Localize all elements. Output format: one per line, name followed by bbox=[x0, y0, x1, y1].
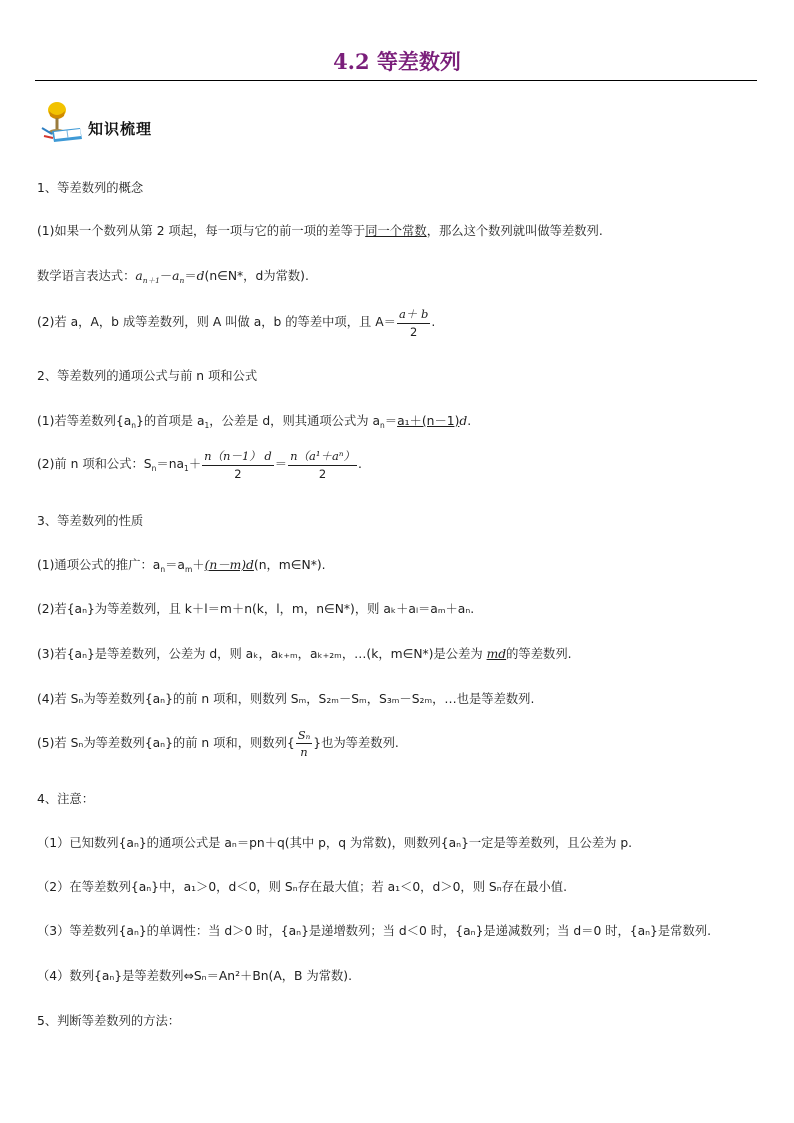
mean-end: . bbox=[431, 315, 436, 329]
p1-end: (n，m∈N*). bbox=[253, 558, 326, 572]
section-header bbox=[40, 98, 200, 144]
expr-d: d bbox=[196, 269, 205, 283]
gt-end: . bbox=[467, 414, 472, 428]
gt-sub-1: n bbox=[131, 421, 137, 430]
p5-text: (5)若 Sₙ为等差数列{aₙ}的前 n 项和，则数列{ bbox=[37, 736, 295, 750]
property-5 bbox=[37, 728, 399, 759]
property-3 bbox=[37, 644, 572, 662]
mean-denominator: 2 bbox=[409, 325, 418, 339]
note-2: （2）在等差数列{aₙ}中，a₁＞0，d＜0，则 Sₙ存在最大值；若 a₁＜0，d＞0，则 Sₙ存在最小值. bbox=[37, 880, 567, 894]
heading-concept: 1、等差数列的概念 bbox=[37, 181, 144, 195]
section-label: 知识梳理 bbox=[88, 120, 153, 138]
p1-sub-2: m bbox=[184, 565, 193, 574]
sum-na: ＝na bbox=[156, 457, 185, 471]
sum-numerator-1: n（n－1） d bbox=[202, 448, 274, 466]
p5-fraction bbox=[296, 728, 313, 759]
arithmetic-mean-line bbox=[37, 306, 435, 339]
note-3: （3）等差数列{aₙ}的单调性：当 d＞0 时，{aₙ}是递增数列；当 d＜0 时，{aₙ}是递减数列；当 d＝0 时，{aₙ}是常数列. bbox=[37, 924, 711, 938]
common-difference-term: 同一个常数 bbox=[365, 224, 427, 238]
page-title: 4.2 等差数列 bbox=[333, 49, 461, 74]
sum-end: . bbox=[357, 457, 362, 471]
p5-numerator: Sₙ bbox=[297, 728, 311, 742]
sum-formula-line bbox=[37, 448, 362, 481]
definition-line bbox=[37, 221, 603, 239]
math-expression-line bbox=[37, 266, 309, 286]
expr-sub2: n bbox=[179, 276, 185, 285]
definition-end: ，那么这个数列就叫做等差数列. bbox=[426, 224, 603, 238]
gt-sub-2: 1 bbox=[204, 421, 210, 430]
sum-fraction-1 bbox=[202, 448, 274, 481]
p3-underlined: md bbox=[486, 647, 507, 661]
p5-end: }也为等差数列. bbox=[313, 736, 399, 750]
expr-rest: (n∈N*，d为常数). bbox=[204, 269, 309, 283]
general-term-line bbox=[37, 411, 471, 430]
p3-end: 的等差数列. bbox=[506, 647, 572, 661]
property-1 bbox=[37, 555, 326, 574]
gt-eq: ＝ bbox=[384, 414, 398, 428]
sum-denominator-1: 2 bbox=[234, 467, 242, 481]
mean-text: (2)若 a，A，b 成等差数列，则 A 叫做 a，b 的等差中项，且 A＝ bbox=[37, 315, 396, 329]
expr-a2: a bbox=[172, 269, 180, 283]
sum-denominator-2: 2 bbox=[318, 467, 327, 481]
note-4: （4）数列{aₙ}是等差数列⇔Sₙ＝An²＋Bn(A，B 为常数). bbox=[37, 969, 352, 983]
p1-plus: ＋ bbox=[192, 558, 205, 572]
p1-text: (1)通项公式的推广：a bbox=[37, 558, 161, 572]
p1-eq: ＝a bbox=[165, 558, 185, 572]
sum-numerator-2: n（a¹＋aⁿ） bbox=[288, 448, 357, 466]
expr-minus: － bbox=[159, 269, 173, 283]
sum-text: (2)前 n 项和公式：S bbox=[37, 457, 152, 471]
general-term-formula: a₁＋(n－1) bbox=[397, 414, 460, 428]
gt-text-2: }的首项是 a bbox=[136, 414, 205, 428]
gt-text-1: (1)若等差数列{a bbox=[37, 414, 132, 428]
gt-sub-3: n bbox=[380, 421, 385, 430]
gt-text-3: ，公差是 d，则其通项公式为 a bbox=[209, 414, 381, 428]
mean-fraction bbox=[397, 306, 430, 339]
expr-eq: ＝ bbox=[184, 269, 197, 283]
sum-sub-2: 1 bbox=[184, 464, 189, 473]
lamp-book-icon bbox=[40, 98, 86, 144]
sum-fraction-2 bbox=[288, 448, 357, 481]
note-1: （1）已知数列{aₙ}的通项公式是 aₙ＝pn＋q(其中 p，q 为常数)，则数列{aₙ}一定是等差数列，且公差为 p. bbox=[37, 836, 633, 850]
heading-properties: 3、等差数列的性质 bbox=[37, 514, 144, 528]
p1-underlined: (n－m)d bbox=[204, 558, 254, 572]
sum-sub-1: n bbox=[151, 464, 157, 473]
property-2: (2)若{aₙ}为等差数列，且 k＋l＝m＋n(k，l，m，n∈N*)，则 aₖ＋aₗ＝aₘ＋aₙ. bbox=[37, 602, 475, 616]
p5-denominator: n bbox=[300, 745, 308, 759]
definition-text: (1)如果一个数列从第 2 项起，每一项与它的前一项的差等于 bbox=[37, 224, 366, 238]
expr-a1: a bbox=[135, 269, 143, 283]
expr-label: 数学语言表达式： bbox=[37, 269, 136, 283]
mean-numerator: a＋ b bbox=[397, 306, 430, 324]
heading-notes: 4、注意： bbox=[37, 792, 95, 806]
sum-eq-2: ＝ bbox=[274, 457, 288, 471]
heading-methods: 5、判断等差数列的方法： bbox=[37, 1014, 181, 1028]
expr-sub1: n＋1 bbox=[142, 276, 160, 285]
title-divider bbox=[35, 80, 757, 81]
p1-sub-1: n bbox=[160, 565, 166, 574]
property-4: (4)若 Sₙ为等差数列{aₙ}的前 n 项和，则数列 Sₘ，S₂ₘ－Sₘ，S₃ₘ－S₂ₘ，…也是等差数列. bbox=[37, 692, 535, 706]
sum-plus: ＋ bbox=[188, 457, 202, 471]
gt-d: d bbox=[459, 414, 468, 428]
heading-formulas: 2、等差数列的通项公式与前 n 项和公式 bbox=[37, 369, 258, 383]
p3-text: (3)若{aₙ}是等差数列，公差为 d，则 aₖ，aₖ₊ₘ，aₖ₊₂ₘ，…(k，m∈N*)是公差为 bbox=[37, 647, 487, 661]
